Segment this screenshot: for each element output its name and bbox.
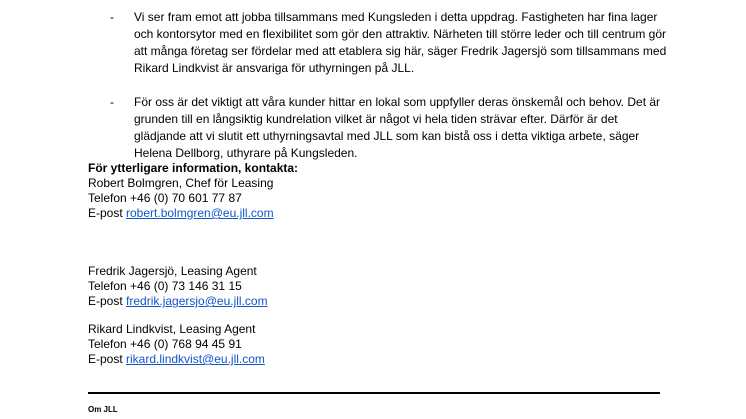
quote-helena-dellborg <box>110 94 670 162</box>
contact-phone: Telefon +46 (0) 73 146 31 15 <box>88 279 242 293</box>
quote-fredrik-jagersjo <box>110 9 670 77</box>
email-link-fredrik[interactable]: fredrik.jagersjo@eu.jll.com <box>126 294 268 308</box>
contact-email-line <box>88 206 274 221</box>
quote-text: Vi ser fram emot att jobba tillsammans med Kungsleden i detta uppdrag. Fastigheten har fina lager och kontorsytor med en flexibilitet som gör den attraktiv. Närheten till större leder och till centrum gör att många företag ser fördelar med att etablera sig här, säger Fredrik Jagersjö som tillsammans med Rikard Lindkvist är ansvariga för uthyrningen på JLL. <box>134 10 667 75</box>
email-label: E-post <box>88 352 127 366</box>
email-label: E-post <box>88 206 127 220</box>
contact-name: Rikard Lindkvist, Leasing Agent <box>88 322 256 336</box>
contact-email-line <box>88 352 265 367</box>
section-divider <box>88 392 660 394</box>
about-jll-heading: Om JLL <box>88 405 118 414</box>
email-link-rikard[interactable]: rikard.lindkvist@eu.jll.com <box>126 352 265 366</box>
bullet-dash: - <box>110 95 114 109</box>
contact-email-line <box>88 294 268 309</box>
quote-text: För oss är det viktigt att våra kunder hittar en lokal som uppfyller deras önskemål och behov. Det är grunden till en långsiktig kundrelation vilket är något vi hela tiden strävar efter. Därför är det glädjande att vi slutit ett uthyrningsavtal med JLL som kan bistå oss i detta viktiga arbete, säger Helena Dellborg, uthyrare på Kungsleden. <box>134 95 661 160</box>
email-link-robert[interactable]: robert.bolmgren@eu.jll.com <box>126 206 274 220</box>
contact-rikard-lindkvist <box>88 322 265 367</box>
contact-section-heading <box>88 161 298 176</box>
contact-robert-bolmgren <box>88 176 274 221</box>
bullet-dash: - <box>110 10 114 24</box>
contact-heading: För ytterligare information, kontakta: <box>88 161 299 175</box>
email-label: E-post <box>88 294 127 308</box>
contact-phone: Telefon +46 (0) 70 601 77 87 <box>88 191 242 205</box>
contact-phone: Telefon +46 (0) 768 94 45 91 <box>88 337 242 351</box>
contact-name: Fredrik Jagersjö, Leasing Agent <box>88 264 257 278</box>
contact-name: Robert Bolmgren, Chef för Leasing <box>88 176 274 190</box>
contact-fredrik-jagersjo <box>88 264 268 309</box>
